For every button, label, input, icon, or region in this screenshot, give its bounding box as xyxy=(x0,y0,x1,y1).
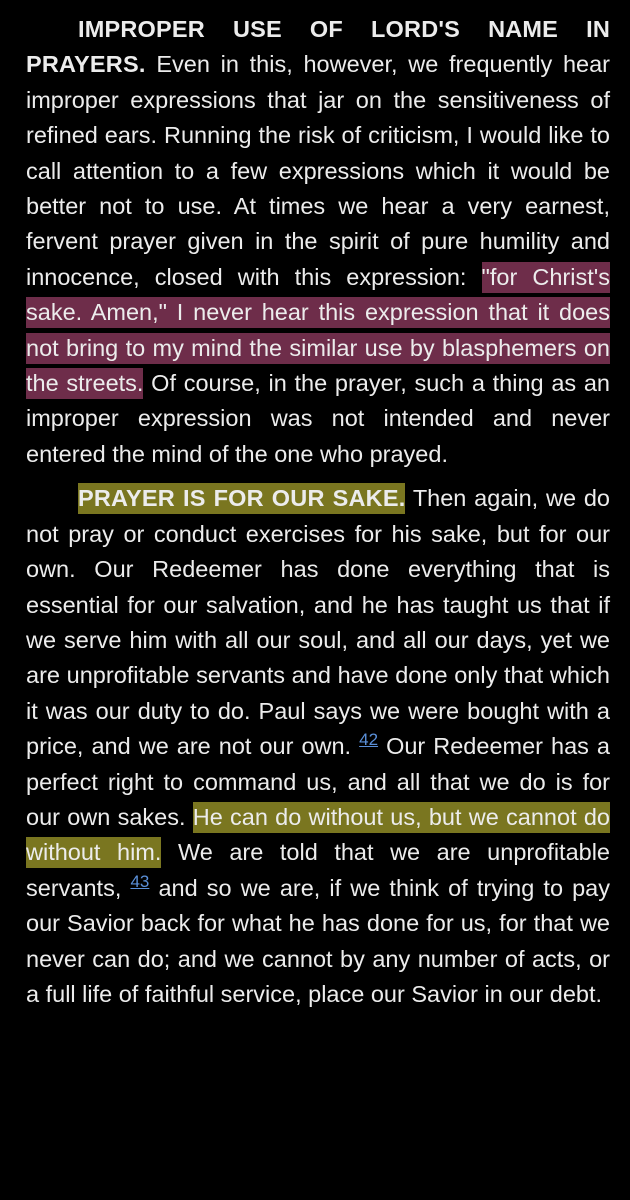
footnote-link-42[interactable]: 42 xyxy=(359,730,379,750)
paragraph-prayer-for-our-sake[interactable] xyxy=(26,481,610,1012)
paragraph-text: Of course, in the prayer, such a thing as an improper expression was not intended and never entered the mind of the one who prayed. xyxy=(26,370,611,467)
highlight-pink[interactable]: "for Christ's sake. Amen," I never hear this expression that it does not bring to my mind the similar use by blasphemers on the streets. xyxy=(26,262,610,399)
paragraph-improper-use[interactable] xyxy=(26,12,610,472)
section-heading-improper-use: IMPROPER USE OF LORD'S NAME IN PRAYERS. xyxy=(26,16,610,78)
footnote-link-43[interactable]: 43 xyxy=(130,871,150,891)
paragraph-text: Even in this, however, we frequently hear improper expressions that jar on the sensitiveness of refined ears. Running the risk of criticism, I would like to call attention to a few expressions which it would be better not to use. At times we hear a very earnest, fervent prayer given in the spirit of pure humility and innocence, closed with this expression: xyxy=(26,51,610,290)
paragraph-text: We are told that we are unprofitable servants, xyxy=(26,839,610,901)
paragraph-text: Then again, we do not pray or conduct exercises for his sake, but for our own. Our Redeemer has done everything that is essential for our salvation, and he has taught us that if we serve him with all our soul, and all our days, yet we are unprofitable servants and have done only that which it was our duty to do. Paul says we were bought with a price, and we are not our own. xyxy=(26,485,610,760)
section-heading-prayer-for-our-sake[interactable]: PRAYER IS FOR OUR SAKE. xyxy=(78,483,405,514)
paragraph-text: and so we are, if we think of trying to pay our Savior back for what he has done for us, for that we never can do; and we cannot by any number of acts, or a full life of faithful service, place our Savior in our debt. xyxy=(26,874,610,1007)
highlight-olive[interactable]: He can do without us, but we cannot do without him. xyxy=(26,802,610,868)
paragraph-text: Our Redeemer has a perfect right to command us, and all that we do is for our own sakes. xyxy=(26,733,610,830)
